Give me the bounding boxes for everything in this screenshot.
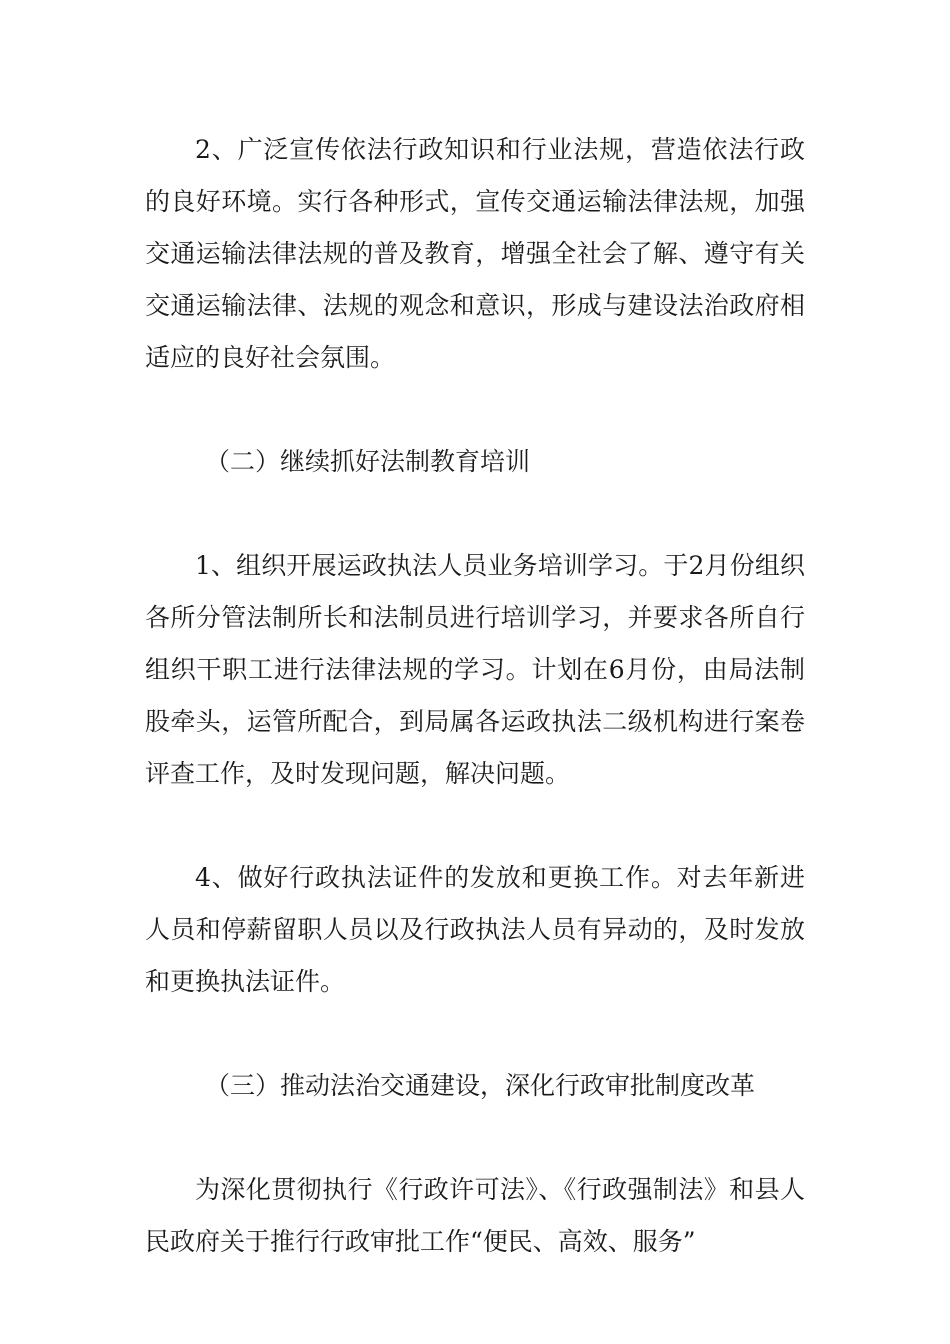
paragraph-publicity: 2、广泛宣传依法行政知识和行业法规，营造依法行政的良好环境。实行各种形式，宣传交通运输法律法规，加强交通运输法律法规的普及教育，增强全社会了解、遵守有关交通运输法律、法规的观念和意识，形成与建设法治政府相适应的良好社会氛围。 xyxy=(145,135,805,372)
paragraph-reform: 为深化贯彻执行《行政许可法》、《行政强制法》和县人民政府关于推行行政审批工作“便民、高效、服务” xyxy=(145,1175,805,1256)
paragraph-training: 1、组织开展运政执法人员业务培训学习。于2月份组织各所分管法制所长和法制员进行培训学习，并要求各所自行组织干职工进行法律法规的学习。计划在6月份，由局法制股牵头，运管所配合，到局属各运政执法二级机构进行案卷评查工作，及时发现问题，解决问题。 xyxy=(145,551,805,788)
document-body xyxy=(145,124,805,1268)
section-heading-reform: （三）推动法治交通建设，深化行政审批制度改革 xyxy=(205,1071,756,1100)
section-heading-training: （二）继续抓好法制教育培训 xyxy=(205,447,531,476)
paragraph-certificates: 4、做好行政执法证件的发放和更换工作。对去年新进人员和停薪留职人员以及行政执法人员有异动的，及时发放和更换执法证件。 xyxy=(145,863,805,996)
